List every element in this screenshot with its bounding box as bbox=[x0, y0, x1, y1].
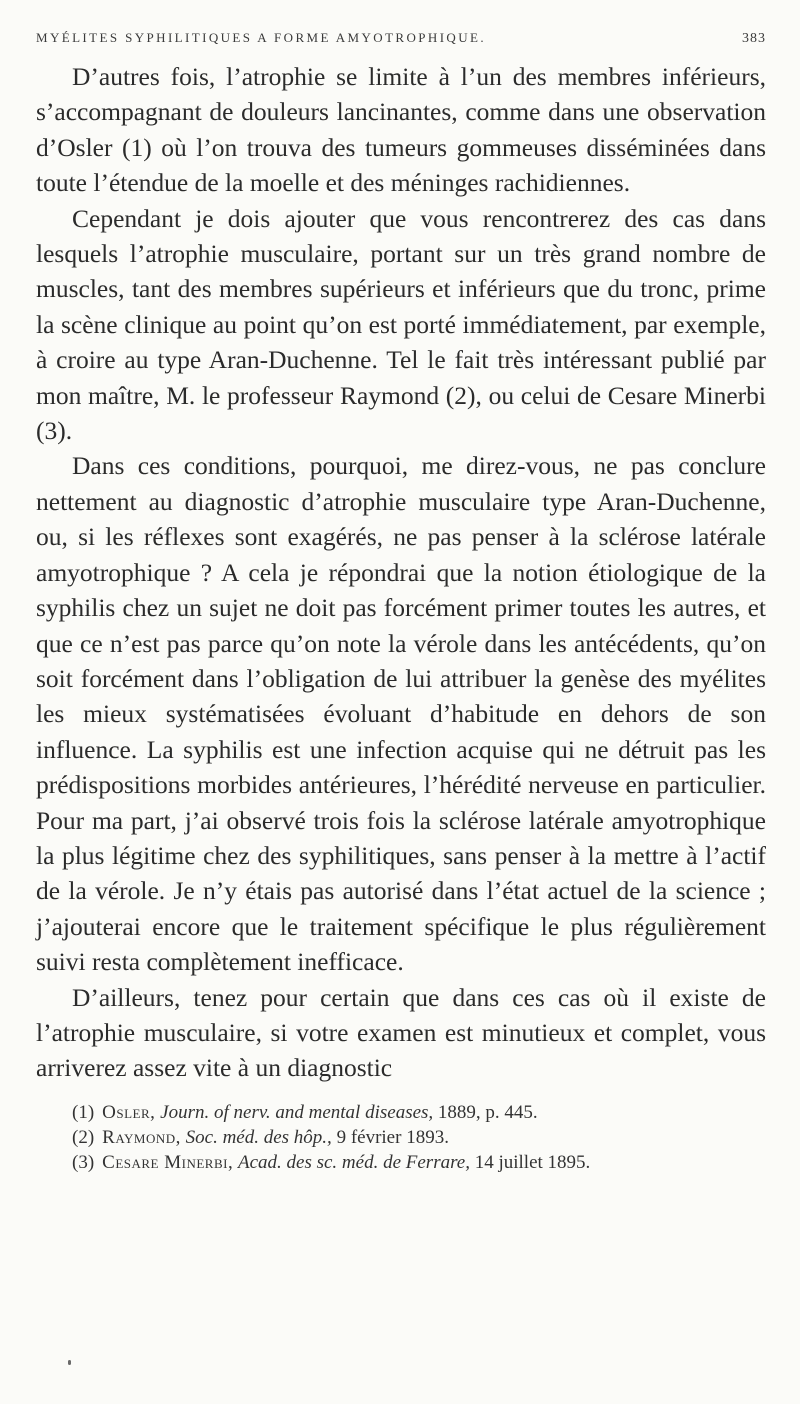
footnote-source: Soc. méd. des hôp., bbox=[185, 1126, 332, 1148]
running-title: MYÉLITES SYPHILITIQUES A FORME AMYOTROPHIQUE. bbox=[36, 30, 486, 45]
footnote-details: 9 février 1893. bbox=[336, 1126, 449, 1148]
footnote-details: 14 juillet 1895. bbox=[474, 1151, 591, 1173]
page-number: 383 bbox=[742, 31, 766, 46]
footnotes bbox=[36, 1100, 766, 1175]
footnote-author: Raymond, bbox=[102, 1126, 181, 1148]
body-text bbox=[36, 59, 766, 1086]
footnote-2 bbox=[36, 1125, 766, 1150]
paragraph-3: Dans ces conditions, pourquoi, me direz-vous, ne pas conclure nettement au diagnostic d’atrophie musculaire type Aran-Duchenne, ou, si les réflexes sont exagérés, ne pas penser à la sclérose latérale amyotrophique ? A cela je répondrai que la notion étiologique de la syphilis chez un sujet ne doit pas forcément primer toutes les autres, et que ce n’est pas parce qu’on note la vérole dans les antécédents, qu’on soit forcément dans l’obligation de lui attribuer la genèse des myélites les mieux systématisées évoluant d’habitude en dehors de son influence. La syphilis est une infection acquise qui ne détruit pas les prédispositions morbides antérieures, l’hérédité nerveuse en particulier. Pour ma part, j’ai observé trois fois la sclérose latérale amyotrophique la plus légitime chez des syphilitiques, sans penser à la mettre à l’actif de la vérole. Je n’y étais pas autorisé dans l’état actuel de la science ; j’ajouterai encore que le traitement spécifique le plus régulièrement suivi resta complètement inefficace. bbox=[36, 451, 766, 977]
paragraph-4: D’ailleurs, tenez pour certain que dans ces cas où il existe de l’atrophie musculaire, si votre examen est minutieux et complet, vous arriverez assez vite à un diagnostic bbox=[36, 982, 766, 1083]
paragraph-1: D’autres fois, l’atrophie se limite à l’un des membres inférieurs, s’accompagnant de douleurs lancinantes, comme dans une observation d’Osler (1) où l’on trouva des tumeurs gommeuses disséminées dans toute l’étendue de la moelle et des méninges rachidiennes. bbox=[36, 62, 766, 198]
running-head bbox=[36, 30, 766, 47]
footnote-marker: (3) bbox=[72, 1151, 95, 1173]
footnote-1 bbox=[36, 1100, 766, 1125]
footnote-source: Acad. des sc. méd. de Ferrare, bbox=[237, 1151, 470, 1173]
footnote-marker: (1) bbox=[72, 1101, 95, 1123]
paragraph-2: Cependant je dois ajouter que vous rencontrerez des cas dans lesquels l’atrophie musculaire, portant sur un très grand nombre de muscles, tant des membres supérieurs et inférieurs que du tronc, prime la scène clinique au point qu’on est porté immédiatement, par exemple, à croire au type Aran-Duchenne. Tel le fait très intéressant publié par mon maître, M. le professeur Raymond (2), ou celui de Cesare Minerbi (3). bbox=[36, 203, 766, 446]
ink-speck bbox=[68, 1360, 71, 1365]
footnote-3 bbox=[36, 1150, 766, 1175]
footnote-author: Osler, bbox=[102, 1101, 156, 1123]
book-page bbox=[36, 30, 766, 1175]
footnote-author: Cesare Minerbi, bbox=[102, 1151, 234, 1173]
footnote-source: Journ. of nerv. and mental diseases, bbox=[160, 1101, 434, 1123]
footnote-marker: (2) bbox=[72, 1126, 95, 1148]
footnote-details: 1889, p. 445. bbox=[437, 1101, 538, 1123]
